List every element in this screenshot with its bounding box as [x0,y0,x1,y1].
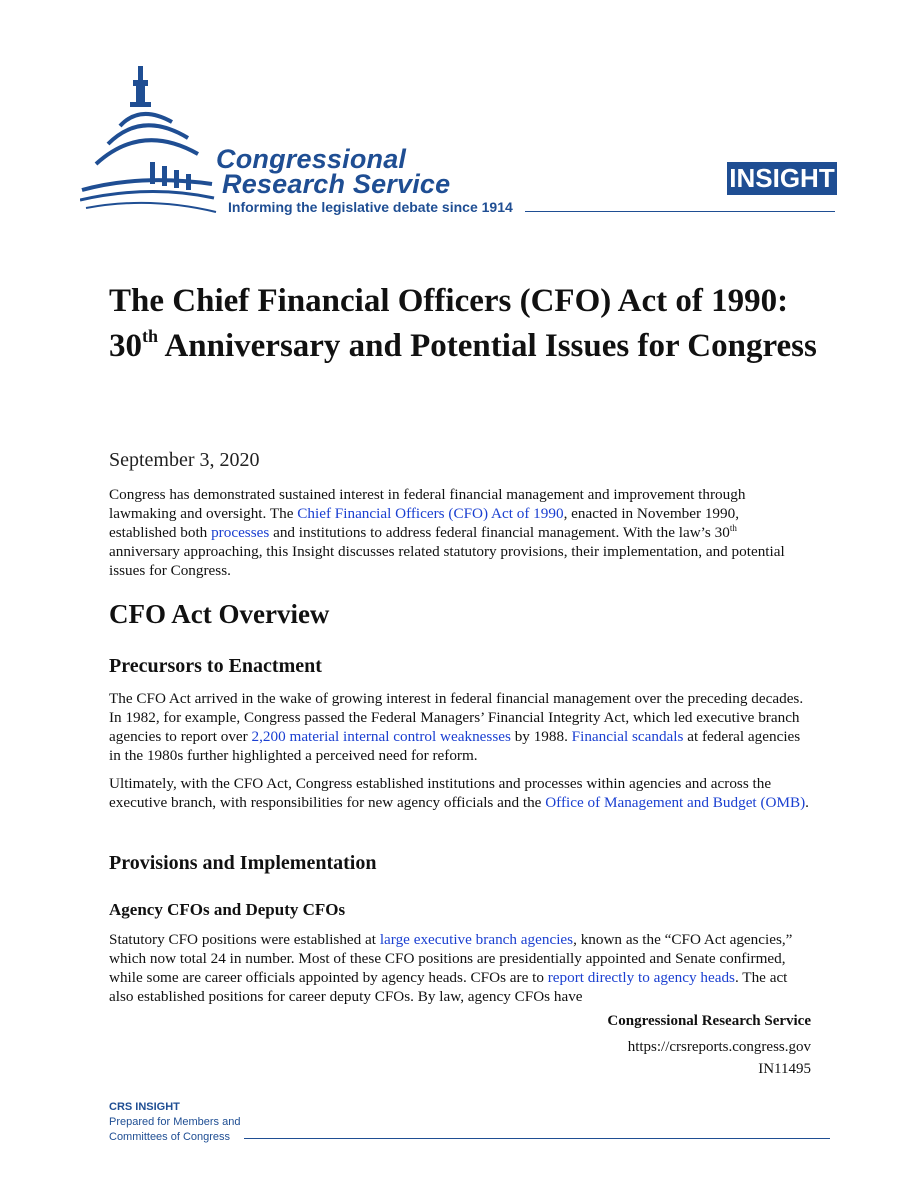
footer-insight-block [109,1100,240,1145]
footer-report-id: IN11495 [758,1061,811,1077]
precursors-paragraph-2 [109,774,809,812]
intro-text-3: and institutions to address federal financial management. With the law’s 30 [269,524,730,541]
footer-prepared-line2: Committees of Congress [109,1131,231,1143]
provisions-text-2: , known as the “CFO Act agencies,” which now total 24 in number. Most of these CFO positions are presidentially appointed and Senate confirmed, while some are career officials appointed by agency heads. CFOs are to [109,931,793,986]
link-material-weaknesses[interactable]: 2,200 material internal control weaknesses [251,728,511,745]
title-superscript: th [142,326,159,346]
title-part1: The Chief Financial Officers (CFO) Act of 1990: 30 [109,283,789,364]
provisions-text-3: . The act also established positions for career deputy CFOs. By law, agency CFOs have [109,969,788,1005]
footer-org: Congressional Research Service [607,1013,811,1029]
insight-badge: INSIGHT [727,162,837,195]
intro-superscript: th [729,522,737,533]
precursors-text-3: at federal agencies in the 1980s further highlighted a perceived need for reform. [109,728,801,764]
link-cfo-act[interactable]: Chief Financial Officers (CFO) Act of 1990 [297,505,564,522]
precursors-paragraph-1 [109,689,809,765]
title-part2: Anniversary and Potential Issues for Congress [158,328,817,364]
link-large-agencies[interactable]: large executive branch agencies [379,931,574,948]
provisions-text-1: Statutory CFO positions were established at [109,931,380,948]
agency-cfos-paragraph [109,930,809,1006]
heading-agency-cfos: Agency CFOs and Deputy CFOs [109,900,346,919]
publication-date: September 3, 2020 [109,449,260,471]
section-heading-overview: CFO Act Overview [109,599,330,629]
heading-precursors: Precursors to Enactment [109,655,322,677]
org-name-line2: Research Service [222,169,451,199]
precursors-text-1: The CFO Act arrived in the wake of growing interest in federal financial management over the preceding decades. In 1982, for example, Congress passed the Federal Managers’ Financial Integrity Act, which led executive branch agencies to report over [109,690,804,745]
link-omb[interactable]: Office of Management and Budget (OMB) [545,794,806,811]
footer-divider [244,1138,830,1139]
link-financial-scandals[interactable]: Financial scandals [571,728,684,745]
page-title [109,279,829,369]
org-tagline: Informing the legislative debate since 1914 [228,199,513,215]
footer-url[interactable]: https://crsreports.congress.gov [627,1039,811,1055]
link-report-directly[interactable]: report directly to agency heads [547,969,735,986]
heading-provisions: Provisions and Implementation [109,852,377,874]
intro-text-2: , enacted in November 1990, established both [109,505,740,541]
header-divider [525,211,835,212]
link-processes[interactable]: processes [211,524,270,541]
footer-insight-label: CRS INSIGHT [109,1101,180,1113]
intro-text-1: Congress has demonstrated sustained interest in federal financial management and improvement through lawmaking and oversight. The [109,486,746,522]
precursors-text-5: . [805,794,809,811]
precursors-text-2: by 1988. [510,728,572,745]
org-name-line1: Congressional [216,144,407,174]
footer-prepared-line1: Prepared for Members and [109,1116,241,1128]
precursors-text-4: Ultimately, with the CFO Act, Congress established institutions and processes within agencies and across the executive branch, with responsibilities for new agency officials and the [109,775,772,811]
intro-text-4: anniversary approaching, this Insight discusses related statutory provisions, their implementation, and potential issues for Congress. [109,543,785,579]
intro-paragraph [109,485,809,580]
capitol-dome-logo-icon [80,66,225,216]
